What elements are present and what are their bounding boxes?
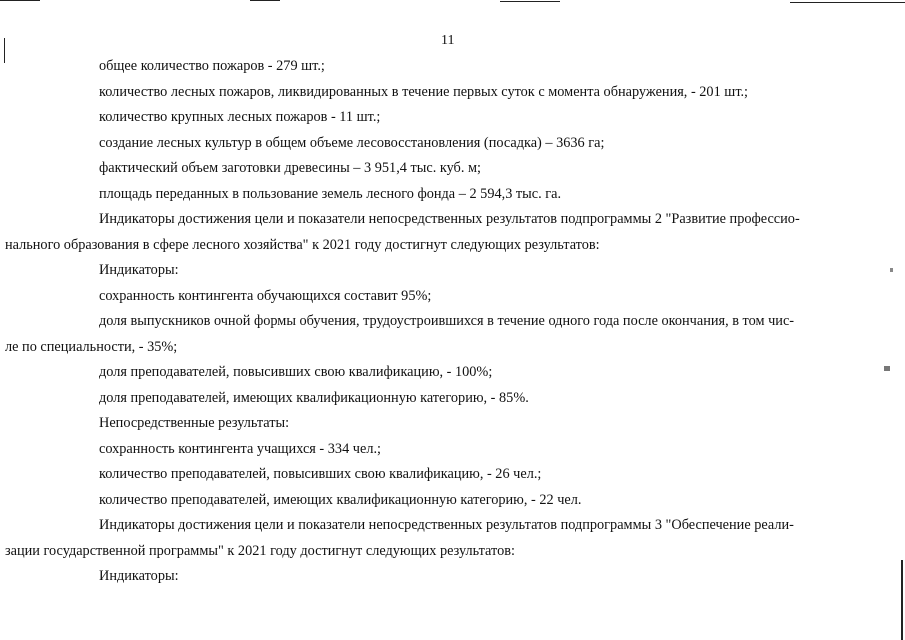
- text-line: фактический объем заготовки древесины – 3 951,4 тыс. куб. м;: [99, 160, 481, 176]
- text-line: общее количество пожаров - 279 шт.;: [99, 58, 325, 74]
- paragraph-line: Индикаторы достижения цели и показатели непосредственных результатов подпрограммы 2 "Развитие профессио-: [99, 211, 800, 227]
- text-line: количество преподавателей, имеющих квалификационную категорию, - 22 чел.: [99, 492, 582, 508]
- text-line: площадь переданных в пользование земель лесного фонда – 2 594,3 тыс. га.: [99, 186, 562, 202]
- page-number: 11: [441, 33, 455, 48]
- scan-left-edge-mark: [4, 38, 5, 63]
- paragraph-line: нального образования в сфере лесного хозяйства" к 2021 году достигнут следующих результатов:: [5, 237, 600, 253]
- scan-speck: [890, 268, 893, 272]
- scan-right-edge-mark: [901, 560, 903, 640]
- scan-speck: [884, 366, 890, 371]
- scan-top-edge-mark: [790, 2, 905, 3]
- text-line: количество крупных лесных пожаров - 11 шт.;: [99, 109, 381, 125]
- text-line: доля преподавателей, имеющих квалификационную категорию, - 85%.: [99, 390, 529, 406]
- text-line: сохранность контингента учащихся - 334 чел.;: [99, 441, 382, 457]
- section-heading: Индикаторы:: [99, 262, 179, 278]
- text-line: доля выпускников очной формы обучения, трудоустроившихся в течение одного года после окончания, в том чис-: [99, 313, 795, 329]
- text-line: создание лесных культур в общем объеме лесовосстановления (посадка) – 3636 га;: [99, 135, 605, 151]
- text-line: доля преподавателей, повысивших свою квалификацию, - 100%;: [99, 364, 493, 380]
- scan-top-edge-mark: [0, 0, 40, 1]
- paragraph-line: Индикаторы достижения цели и показатели непосредственных результатов подпрограммы 3 "Обеспечение реали-: [99, 517, 794, 533]
- section-heading: Индикаторы:: [99, 568, 179, 584]
- scan-top-edge-mark: [500, 1, 560, 2]
- section-heading: Непосредственные результаты:: [99, 415, 290, 431]
- text-line: ле по специальности, - 35%;: [5, 339, 178, 355]
- text-line: сохранность контингента обучающихся составит 95%;: [99, 288, 432, 304]
- scan-top-edge-mark: [250, 0, 280, 1]
- text-line: количество преподавателей, повысивших свою квалификацию, - 26 чел.;: [99, 466, 542, 482]
- paragraph-line: зации государственной программы" к 2021 году достигнут следующих результатов:: [5, 543, 515, 559]
- text-line: количество лесных пожаров, ликвидированных в течение первых суток с момента обнаружения, - 201 шт.;: [99, 84, 749, 100]
